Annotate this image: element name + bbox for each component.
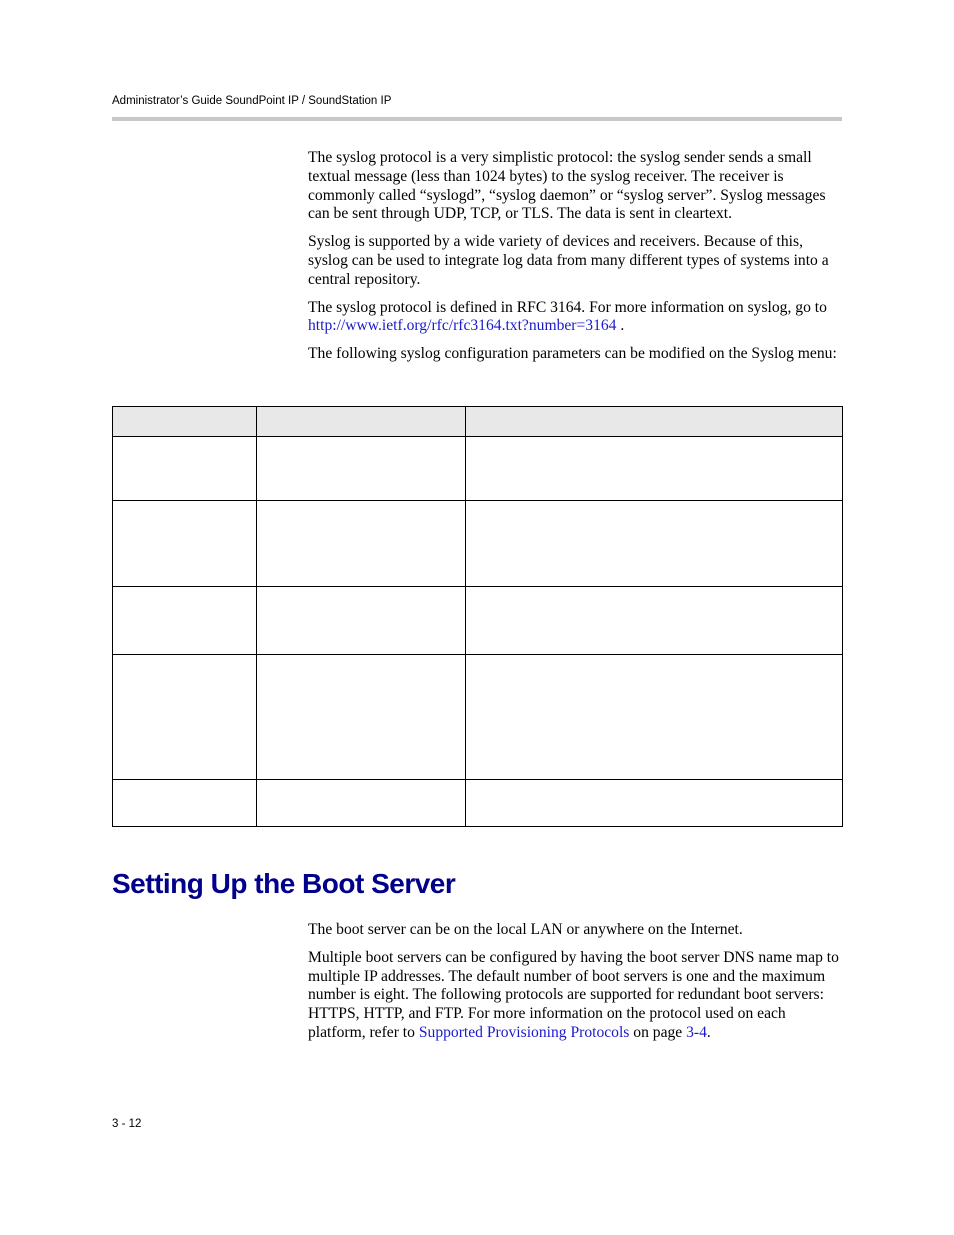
section-heading: Setting Up the Boot Server — [112, 868, 456, 899]
table-row — [113, 655, 843, 780]
text-run: . — [616, 317, 625, 335]
intro-text — [308, 149, 842, 373]
table-cell — [257, 437, 466, 501]
rfc-3164-link[interactable]: http://www.ietf.org/rfc/rfc3164.txt?number=3164 — [308, 317, 617, 335]
table-header-cell — [257, 407, 466, 437]
table-row — [113, 437, 843, 501]
table-cell — [257, 587, 466, 655]
text-run: . — [706, 1023, 711, 1041]
text-run: Multiple boot servers can be configured by having the boot server DNS name map to multiple IP addresses. The default number of boot servers is one and the maximum number is eight. The following protocols are supported for redundant boot servers: HTTPS, HTTP, and FTP. For more information on the protocol used on each platform, refer to — [308, 948, 839, 1041]
header-rule — [112, 117, 842, 121]
table-cell — [257, 655, 466, 780]
page-reference-link[interactable]: 3-4 — [686, 1023, 707, 1041]
table-cell — [466, 587, 843, 655]
table-cell — [466, 501, 843, 587]
table-cell — [466, 655, 843, 780]
table-cell — [257, 501, 466, 587]
paragraph — [308, 949, 842, 1043]
table-header-cell — [466, 407, 843, 437]
table-cell — [113, 501, 257, 587]
paragraph: Syslog is supported by a wide variety of devices and receivers. Because of this, syslog can be used to integrate log data from many different types of systems into a central repository. — [308, 233, 829, 288]
table-row — [113, 587, 843, 655]
table-header-cell — [113, 407, 257, 437]
table-row — [113, 780, 843, 827]
table-cell — [113, 780, 257, 827]
paragraph: The syslog protocol is a very simplistic protocol: the syslog sender sends a small textual message (less than 1024 bytes) to the syslog receiver. The receiver is commonly called “syslogd”, “syslog daemon” or “syslog server”. Syslog messages can be sent through UDP, TCP, or TLS. The data is sent in cleartext. — [308, 149, 826, 223]
page-number: 3 - 12 — [112, 1118, 142, 1130]
syslog-parameters-table — [112, 406, 843, 827]
table-cell — [257, 780, 466, 827]
table-cell — [113, 587, 257, 655]
table-cell — [113, 655, 257, 780]
table-header-row — [113, 407, 843, 437]
text-run: The syslog protocol is defined in RFC 3164. For more information on syslog, go to — [308, 298, 827, 316]
paragraph: The boot server can be on the local LAN or anywhere on the Internet. — [308, 921, 743, 938]
table-cell — [466, 437, 843, 501]
table-cell — [466, 780, 843, 827]
table-row — [113, 501, 843, 587]
paragraph — [308, 299, 842, 337]
table-cell — [113, 437, 257, 501]
text-run: on page — [629, 1023, 687, 1041]
paragraph: The following syslog configuration parameters can be modified on the Syslog menu: — [308, 345, 837, 363]
boot-server-text — [308, 921, 842, 1052]
supported-provisioning-protocols-link[interactable]: Supported Provisioning Protocols — [418, 1023, 630, 1041]
running-header: Administrator’s Guide SoundPoint IP / SoundStation IP — [112, 95, 392, 107]
